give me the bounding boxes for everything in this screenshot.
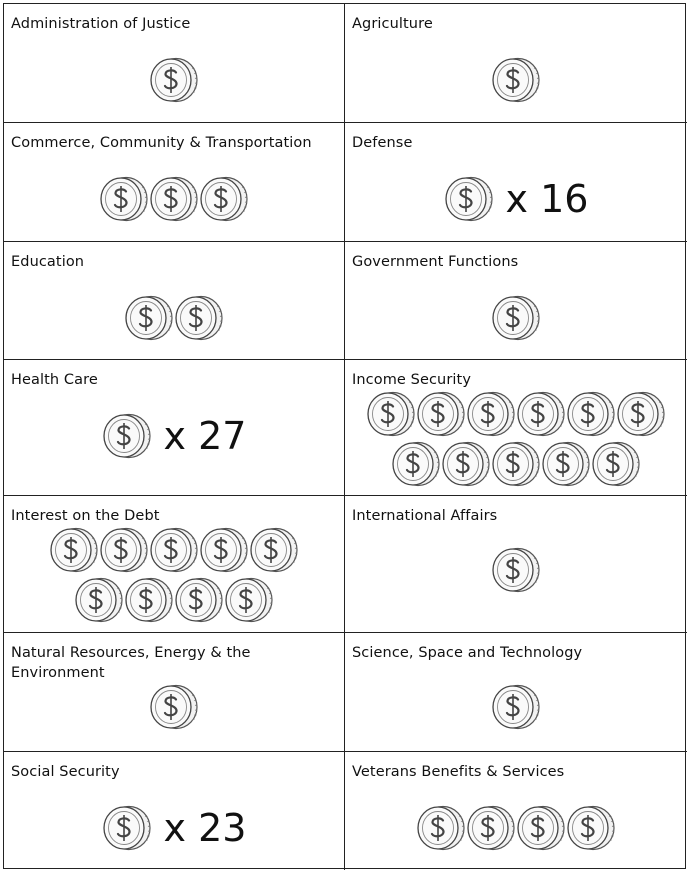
dollar-coin-icon: [491, 683, 541, 731]
dollar-coin-icon: [516, 804, 566, 852]
category-cell: [4, 496, 345, 633]
dollar-coin-icon: [566, 804, 616, 852]
dollar-coin-icon: [49, 526, 99, 574]
coin-multiplier: x 23: [163, 806, 247, 850]
dollar-coin-icon: [174, 294, 224, 342]
dollar-coin-icon: [149, 56, 199, 104]
coin-row: [74, 576, 274, 626]
coin-group: [345, 294, 687, 344]
coin-group: [4, 526, 344, 626]
coin-row: [366, 390, 666, 440]
coin-row: [124, 294, 224, 344]
category-label: Defense: [352, 135, 413, 151]
dollar-coin-icon: [416, 804, 466, 852]
coin-group: [4, 56, 344, 106]
category-label: Interest on the Debt: [11, 508, 160, 524]
category-cell: [4, 360, 345, 496]
coin-group: [345, 683, 687, 733]
dollar-coin-icon: [491, 294, 541, 342]
coin-group: [345, 56, 687, 106]
dollar-coin-icon: [444, 175, 494, 223]
dollar-coin-icon: [124, 576, 174, 624]
coin-row: [49, 526, 299, 576]
category-cell: [4, 752, 345, 870]
dollar-coin-icon: [441, 440, 491, 488]
coin-group: [4, 683, 344, 733]
coin-row: [149, 683, 199, 733]
category-cell: [345, 496, 687, 633]
category-cell: [345, 752, 687, 870]
category-label: Social Security: [11, 764, 120, 780]
budget-grid: [3, 3, 686, 869]
category-label: Administration of Justice: [11, 16, 191, 32]
coin-row: [491, 546, 541, 596]
dollar-coin-icon: [491, 56, 541, 104]
coin-row: [491, 294, 541, 344]
dollar-coin-icon: [199, 526, 249, 574]
dollar-coin-icon: [566, 390, 616, 438]
dollar-coin-icon: [149, 526, 199, 574]
category-label: Education: [11, 254, 85, 270]
coin-row: [416, 804, 616, 854]
coin-group: [4, 412, 344, 460]
dollar-coin-icon: [591, 440, 641, 488]
dollar-coin-icon: [249, 526, 299, 574]
dollar-coin-icon: [466, 390, 516, 438]
category-cell: [4, 242, 345, 360]
category-cell: [345, 4, 687, 123]
coin-row: [149, 56, 199, 106]
coin-row: [491, 683, 541, 733]
dollar-coin-icon: [149, 175, 199, 223]
category-cell: [4, 123, 345, 242]
dollar-coin-icon: [99, 526, 149, 574]
category-label: Natural Resources, Energy & the Environment: [11, 645, 251, 681]
category-label: Health Care: [11, 372, 98, 388]
category-label: Science, Space and Technology: [352, 645, 583, 661]
coin-group: [345, 390, 687, 490]
dollar-coin-icon: [466, 804, 516, 852]
coin-multiplier: x 27: [163, 414, 247, 458]
dollar-coin-icon: [491, 440, 541, 488]
dollar-coin-icon: [124, 294, 174, 342]
category-label: Commerce, Community & Transportation: [11, 135, 312, 151]
dollar-coin-icon: [541, 440, 591, 488]
coin-group: [345, 175, 687, 223]
coin-group: [345, 546, 687, 596]
dollar-coin-icon: [149, 683, 199, 731]
category-cell: [345, 633, 687, 752]
dollar-coin-icon: [224, 576, 274, 624]
coin-group: [4, 175, 344, 225]
coin-row: [99, 175, 249, 225]
coin-row: [491, 56, 541, 106]
category-cell: [345, 360, 687, 496]
dollar-coin-icon: [102, 804, 152, 852]
category-label: Income Security: [352, 372, 472, 388]
dollar-coin-icon: [416, 390, 466, 438]
coin-group: [4, 294, 344, 344]
dollar-coin-icon: [616, 390, 666, 438]
coin-multiplier: x 16: [505, 177, 589, 221]
category-label: Agriculture: [352, 16, 433, 32]
category-label: International Affairs: [352, 508, 498, 524]
dollar-coin-icon: [391, 440, 441, 488]
dollar-coin-icon: [102, 412, 152, 460]
category-cell: [345, 123, 687, 242]
category-cell: [345, 242, 687, 360]
coin-row: [391, 440, 641, 490]
dollar-coin-icon: [491, 546, 541, 594]
dollar-coin-icon: [516, 390, 566, 438]
coin-group: [4, 804, 344, 852]
dollar-coin-icon: [199, 175, 249, 223]
category-label: Government Functions: [352, 254, 519, 270]
category-label: Veterans Benefits & Services: [352, 764, 565, 780]
category-cell: [4, 4, 345, 123]
category-cell: [4, 633, 345, 752]
dollar-coin-icon: [99, 175, 149, 223]
coin-group: [345, 804, 687, 854]
dollar-coin-icon: [174, 576, 224, 624]
dollar-coin-icon: [366, 390, 416, 438]
dollar-coin-icon: [74, 576, 124, 624]
